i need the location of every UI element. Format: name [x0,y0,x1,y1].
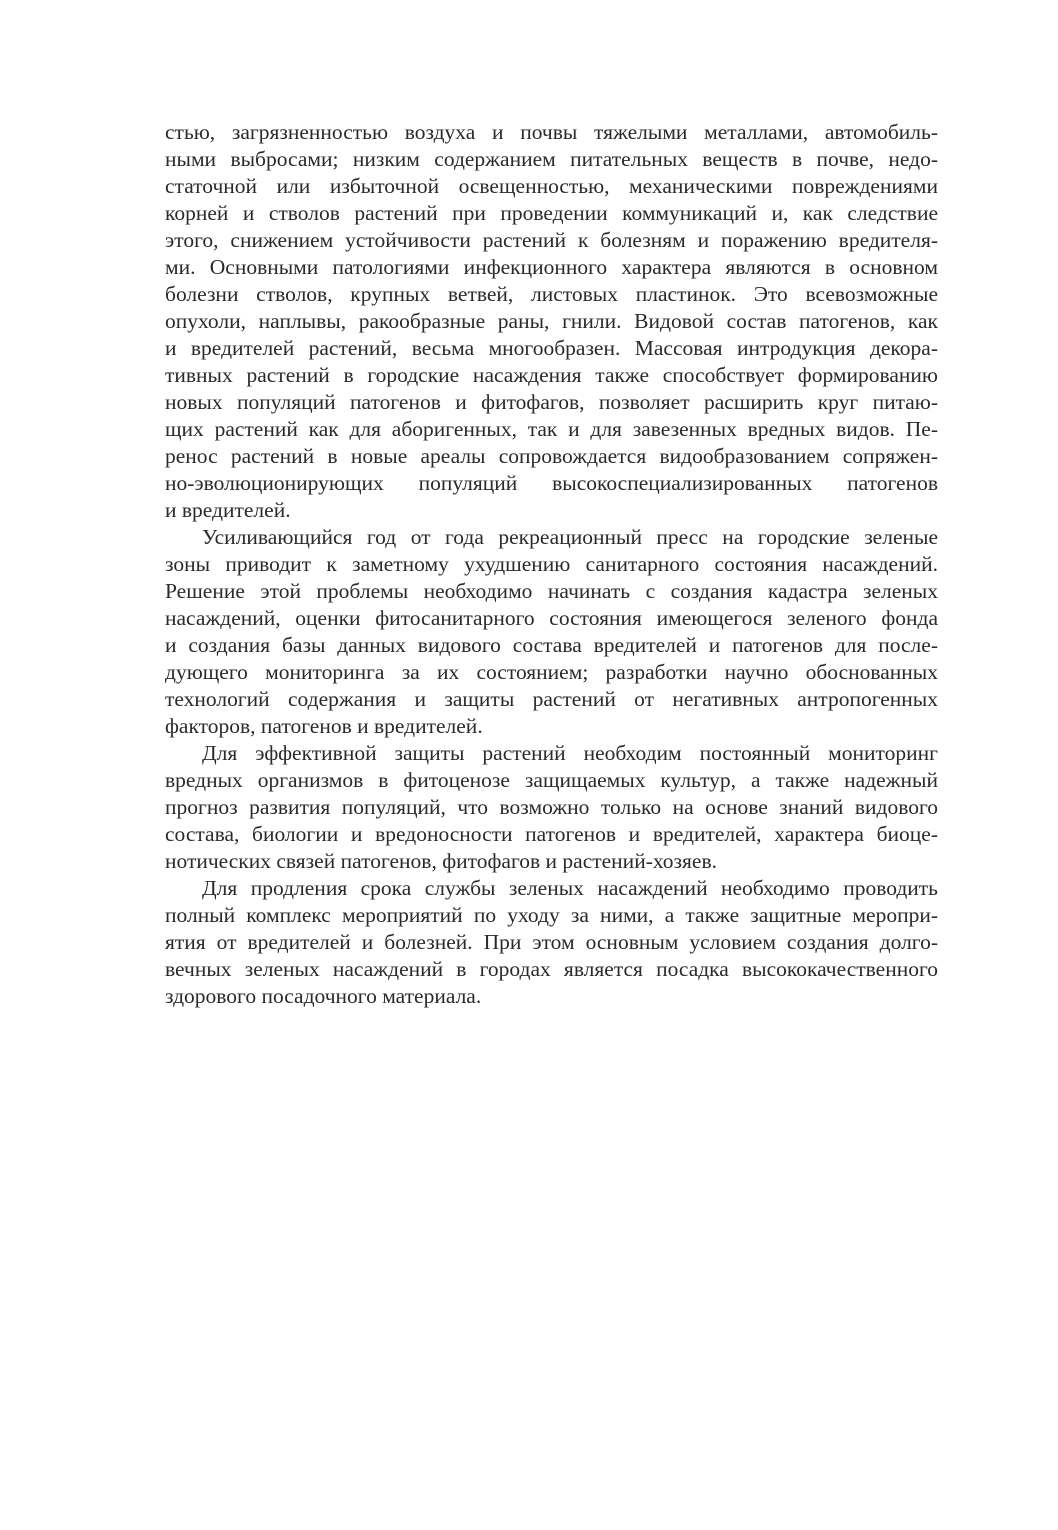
text-line: ятия от вредителей и болезней. При этом основным условием создания долго- [165,930,938,954]
text-line: статочной или избыточной освещенностью, механическими повреждениями [165,174,938,198]
text-line: корней и стволов растений при проведении коммуникаций и, как следствие [165,201,938,225]
text-line: состава, биологии и вредоносности патогенов и вредителей, характера биоце- [165,822,938,846]
text-line: нотических связей патогенов, фитофагов и растений-хозяев. [165,849,717,873]
text-line: зоны приводит к заметному ухудшению санитарного состояния насаждений. [165,552,938,576]
text-line: стью, загрязненностью воздуха и почвы тяжелыми металлами, автомобиль- [165,120,938,144]
text-line: насаждений, оценки фитосанитарного состояния имеющегося зеленого фонда [165,606,938,630]
text-line: дующего мониторинга за их состоянием; разработки научно обоснованных [165,660,938,684]
text-line: полный комплекс мероприятий по уходу за ними, а также защитные меропри- [165,903,938,927]
text-line: щих растений как для аборигенных, так и для завезенных вредных видов. Пе- [165,417,938,441]
text-line: вечных зеленых насаждений в городах является посадка высококачественного [165,957,938,981]
text-line: этого, снижением устойчивости растений к болезням и поражению вредителя- [165,228,938,252]
text-line: ными выбросами; низким содержанием питательных веществ в почве, недо- [165,147,938,171]
text-line: и вредителей. [165,498,291,522]
text-line: Для продления срока службы зеленых насаждений необходимо проводить [202,876,938,900]
paragraph [165,875,938,1010]
text-line: болезни стволов, крупных ветвей, листовых пластинок. Это всевозможные [165,282,938,306]
text-line: ми. Основными патологиями инфекционного характера являются в основном [165,255,938,279]
text-line: Усиливающийся год от года рекреационный пресс на городские зеленые [202,525,938,549]
text-line: тивных растений в городские насаждения также способствует формированию [165,363,938,387]
text-line: опухоли, наплывы, ракообразные раны, гнили. Видовой состав патогенов, как [165,309,938,333]
text-line: здорового посадочного материала. [165,984,482,1008]
text-line: и вредителей растений, весьма многообразен. Массовая интродукция декора- [165,336,938,360]
text-line: вредных организмов в фитоценозе защищаемых культур, а также надежный [165,768,938,792]
text-line: Решение этой проблемы необходимо начинать с создания кадастра зеленых [165,579,938,603]
text-line: новых популяций патогенов и фитофагов, позволяет расширить круг питаю- [165,390,938,414]
paragraph [165,119,938,524]
text-line: и создания базы данных видового состава вредителей и патогенов для после- [165,633,938,657]
text-line: технологий содержания и защиты растений от негативных антропогенных [165,687,938,711]
paragraph [165,524,938,740]
paragraph [165,740,938,875]
body-text [165,119,938,1010]
text-line: но-эволюционирующих популяций высокоспециализированных патогенов [165,471,938,495]
text-line: ренос растений в новые ареалы сопровождается видообразованием сопряжен- [165,444,938,468]
text-line: прогноз развития популяций, что возможно только на основе знаний видового [165,795,938,819]
text-line: Для эффективной защиты растений необходим постоянный мониторинг [202,741,938,765]
text-line: факторов, патогенов и вредителей. [165,714,483,738]
